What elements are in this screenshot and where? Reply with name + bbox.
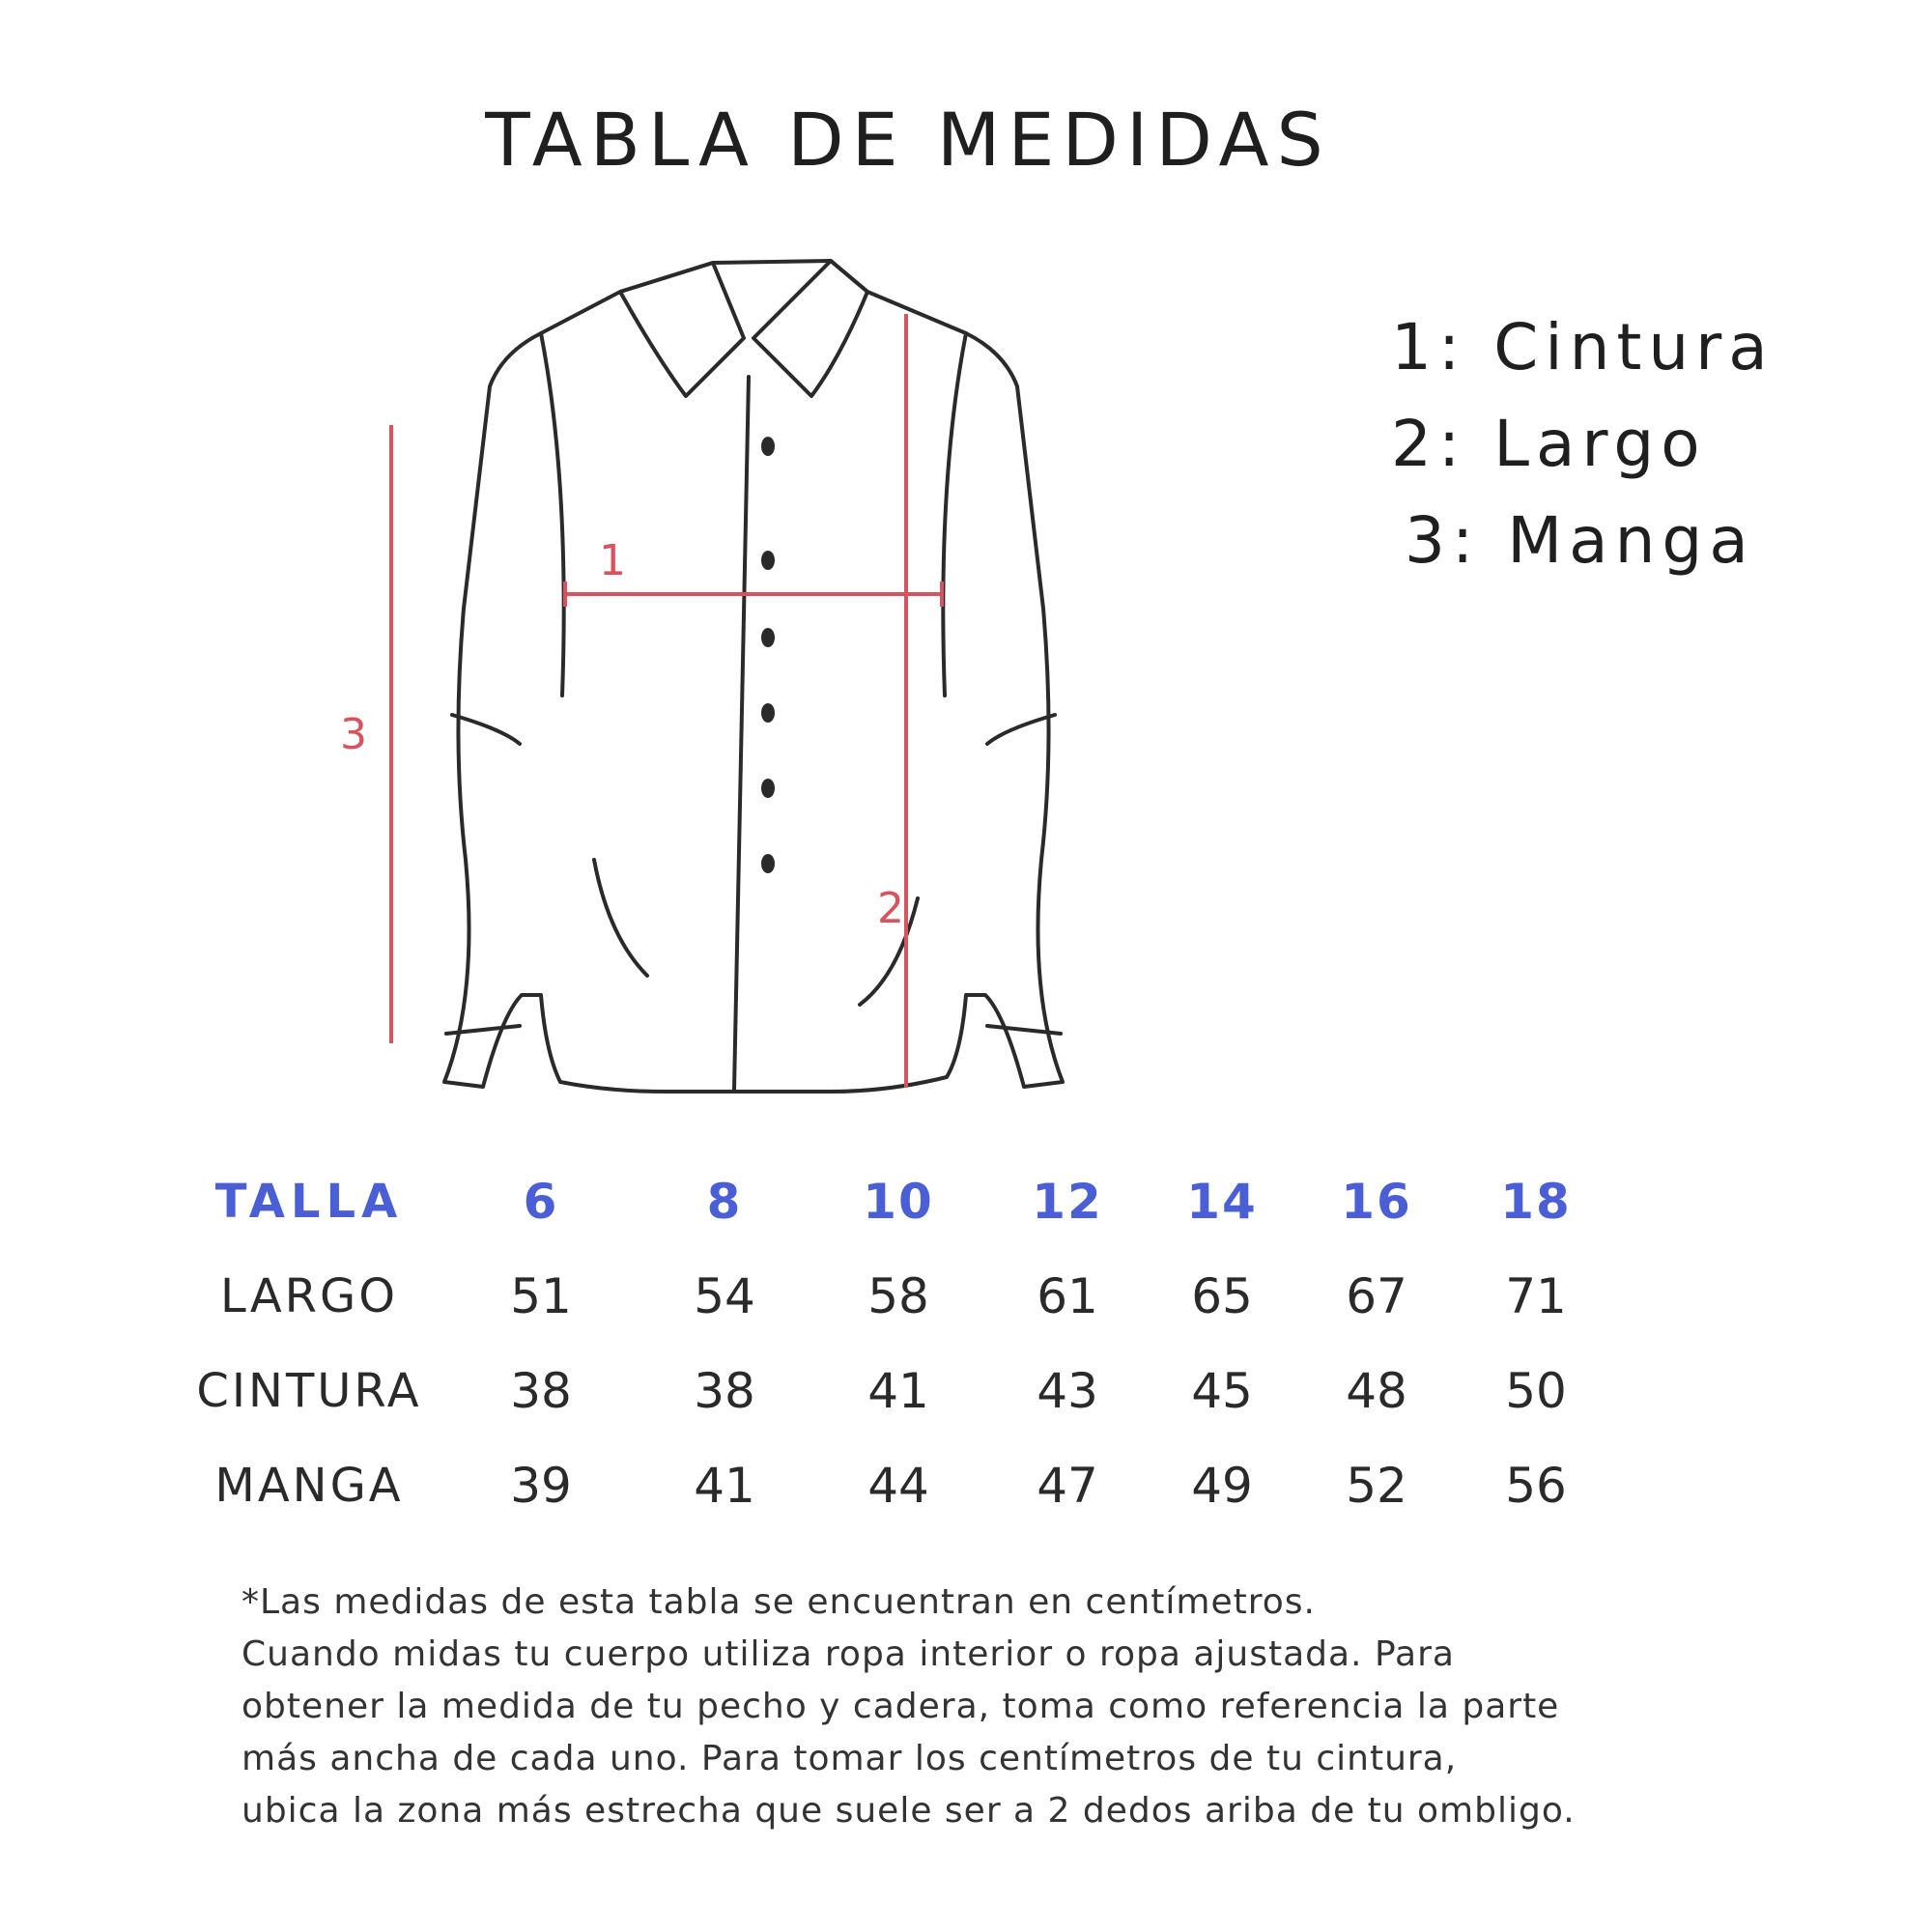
table-cell: 65 — [1191, 1268, 1253, 1324]
table-cell: 44 — [867, 1458, 929, 1514]
table-cell: 43 — [1037, 1363, 1098, 1419]
table-cell: 61 — [1037, 1268, 1098, 1324]
measurement-note — [242, 1577, 1690, 1837]
table-cell: 38 — [510, 1363, 572, 1419]
shirt-body-outline — [444, 261, 1063, 1092]
table-cell: 56 — [1505, 1458, 1567, 1514]
page-title: TABLA DE MEDIDAS — [485, 97, 1331, 183]
header-size: 12 — [1032, 1174, 1103, 1230]
table-cell: 50 — [1505, 1363, 1567, 1419]
header-size: 6 — [523, 1174, 559, 1230]
table-cell: 58 — [867, 1268, 929, 1324]
table-row — [174, 1438, 1623, 1533]
header-talla: TALLA — [214, 1175, 404, 1229]
table-header-row — [174, 1154, 1623, 1249]
header-size: 16 — [1341, 1174, 1412, 1230]
table-cell: 49 — [1191, 1458, 1253, 1514]
row-label-largo: LARGO — [219, 1269, 398, 1323]
table-cell: 71 — [1505, 1268, 1567, 1324]
table-cell: 45 — [1191, 1363, 1253, 1419]
measure-label-1: 1 — [599, 536, 626, 585]
row-label-manga: MANGA — [214, 1459, 404, 1513]
table-cell: 47 — [1037, 1458, 1098, 1514]
legend-item-largo: 2: Largo — [1391, 407, 1707, 481]
measure-label-3: 3 — [340, 710, 367, 759]
shirt-collar — [620, 263, 744, 396]
table-cell: 54 — [694, 1268, 755, 1324]
table-cell: 52 — [1346, 1458, 1407, 1514]
table-cell: 41 — [694, 1458, 755, 1514]
table-row — [174, 1249, 1623, 1344]
measure-label-2: 2 — [877, 884, 904, 933]
legend-item-cintura: 1: Cintura — [1391, 310, 1775, 384]
shirt-buttons — [761, 437, 775, 873]
header-size: 8 — [706, 1174, 743, 1230]
note-line: obtener la medida de tu pecho y cadera, toma como referencia la parte — [242, 1687, 1560, 1726]
shirt-diagram — [340, 242, 1372, 1111]
table-cell: 41 — [867, 1363, 929, 1419]
header-size: 14 — [1186, 1174, 1258, 1230]
row-label-cintura: CINTURA — [196, 1364, 422, 1418]
note-line: Cuando midas tu cuerpo utiliza ropa interior o ropa ajustada. Para — [242, 1634, 1455, 1674]
note-line: ubica la zona más estrecha que suele ser a 2 dedos ariba de tu ombligo. — [242, 1791, 1576, 1831]
table-cell: 48 — [1346, 1363, 1407, 1419]
measurement-legend — [1391, 299, 1775, 589]
table-cell: 67 — [1346, 1268, 1407, 1324]
note-line: más ancha de cada uno. Para tomar los centímetros de tu cintura, — [242, 1739, 1458, 1778]
size-table — [174, 1154, 1623, 1533]
header-size: 18 — [1500, 1174, 1572, 1230]
table-cell: 38 — [694, 1363, 755, 1419]
header-size: 10 — [863, 1174, 934, 1230]
table-row — [174, 1344, 1623, 1438]
table-cell: 39 — [510, 1458, 572, 1514]
note-line: *Las medidas de esta tabla se encuentran en centímetros. — [242, 1582, 1316, 1622]
legend-item-manga: 3: Manga — [1405, 503, 1755, 578]
table-cell: 51 — [510, 1268, 572, 1324]
